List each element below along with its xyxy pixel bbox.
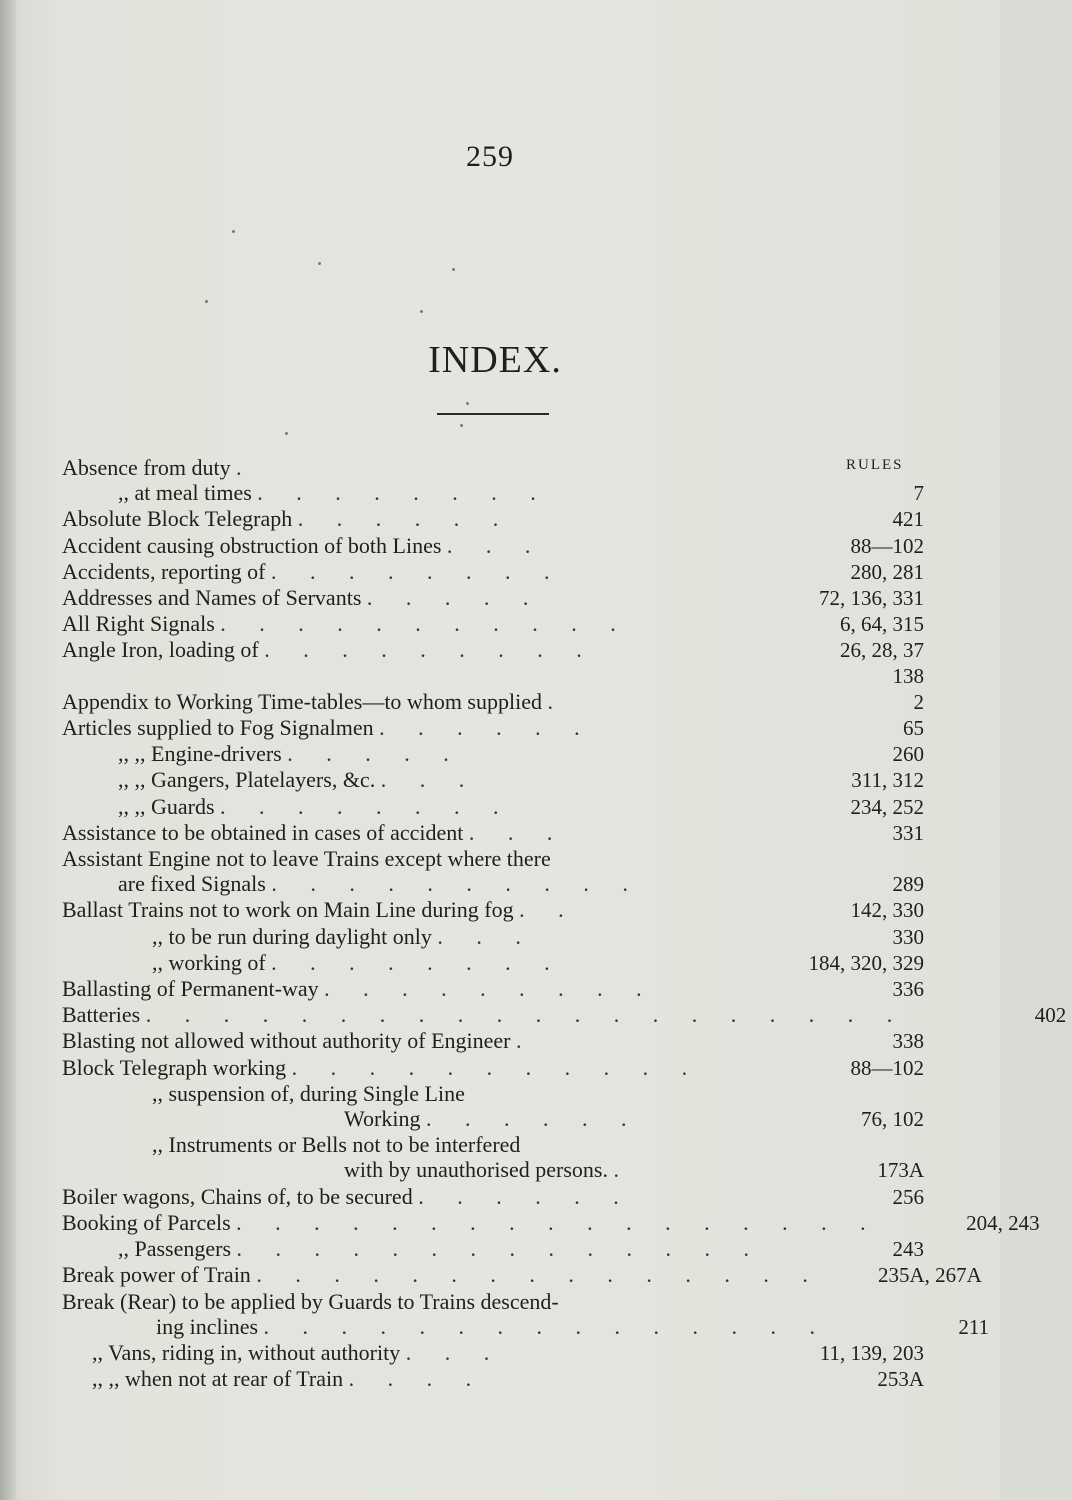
index-entry: [62, 846, 930, 871]
index-entry: ,, Vans, riding in, without authority . . . 11, 139, 203: [62, 1340, 930, 1366]
index-entry: Blasting not allowed without authority of Engineer . 338: [62, 1028, 930, 1054]
entry-rules: 184, 320, 329: [808, 950, 924, 975]
entry-text: Ballasting of Permanent-way: [62, 976, 319, 1002]
index-entry: Ballast Trains not to work on Main Line during fog . . 142, 330: [62, 897, 930, 923]
entry-rules: 142, 330: [850, 898, 924, 923]
entry-text: ,, ,, Guards: [118, 793, 215, 819]
entry-rules: 338: [892, 1029, 924, 1054]
index-entry: Ballasting of Permanent-way . . . . . . . . . 336: [62, 976, 930, 1002]
index-entry: ,, working of . . . . . . . . 184, 320, 329: [62, 950, 930, 976]
entry-text: Absolute Block Telegraph: [62, 506, 293, 532]
entry-rules: 88—102: [850, 1055, 924, 1080]
index-entry: ,, ,, Gangers, Platelayers, &c. . . . 311, 312: [62, 767, 930, 793]
entry-rules: 211: [958, 1314, 990, 1339]
entry-text: are fixed Signals: [118, 871, 266, 897]
index-entry: ,, to be run during daylight only . . . 330: [62, 924, 930, 950]
index-entry: Working . . . . . . 76, 102: [62, 1106, 930, 1132]
entry-text: Accident causing obstruction of both Lines: [62, 532, 442, 558]
entry-text: Angle Iron, loading of: [62, 637, 259, 663]
index-entry: [62, 1081, 930, 1106]
entry-rules: 26, 28, 37: [840, 638, 924, 663]
entry-text: Break power of Train: [62, 1262, 251, 1288]
entry-rules: 2: [913, 689, 924, 714]
entry-text: All Right Signals: [62, 611, 215, 637]
paper-speck: [452, 268, 455, 271]
index-entry: ing inclines . . . . . . . . . . . . . . . 211: [62, 1314, 930, 1340]
paper-speck: [420, 310, 423, 313]
entry-rules: 65: [903, 716, 924, 741]
entry-rules: 331: [892, 820, 924, 845]
page-number: 259: [466, 140, 514, 173]
entry-text: ,, working of: [152, 949, 266, 975]
entry-rules: 289: [892, 872, 924, 897]
entry-text: ,, ,, Gangers, Platelayers, &c.: [118, 767, 376, 793]
entry-text: Batteries: [62, 1002, 141, 1028]
paper-speck: [318, 262, 321, 265]
entry-rules: 280, 281: [850, 559, 924, 584]
entry-text: ,, to be run during daylight only: [152, 923, 432, 949]
entry-rules: 173A: [877, 1158, 924, 1183]
paper-speck: [232, 230, 235, 233]
index-entry: [62, 1132, 930, 1157]
entry-rules: 260: [892, 742, 924, 767]
entry-text: ,, at meal times: [118, 480, 252, 506]
entry-text: Boiler wagons, Chains of, to be secured: [62, 1183, 413, 1209]
index-list: [62, 455, 1067, 1392]
entry-text: Ballast Trains not to work on Main Line during fog: [62, 897, 514, 923]
index-entry: ,, ,, Engine-drivers . . . . . 260: [62, 741, 930, 767]
entry-rules: 336: [892, 977, 924, 1002]
entry-rules: 243: [892, 1237, 924, 1262]
entry-text: Addresses and Names of Servants: [62, 585, 362, 611]
entry-rules: 256: [892, 1184, 924, 1209]
entry-rules: 330: [892, 924, 924, 949]
index-entry: Articles supplied to Fog Signalmen . . . . . . 65: [62, 715, 930, 741]
entry-text: Break (Rear) to be applied by Guards to Trains descend-: [62, 1288, 559, 1314]
entry-text: ,, Vans, riding in, without authority: [92, 1339, 401, 1365]
entry-text: Blasting not allowed without authority of Engineer: [62, 1028, 511, 1054]
index-entry: [62, 664, 930, 689]
entry-text: ,, suspension of, during Single Line: [152, 1080, 465, 1106]
page-gutter: [0, 0, 16, 1500]
entry-text: Assistant Engine not to leave Trains except where there: [62, 846, 551, 872]
index-entry: are fixed Signals . . . . . . . . . . 289: [62, 871, 930, 897]
index-entry: with by unauthorised persons. . 173A: [62, 1157, 930, 1183]
index-entry: ,, ,, when not at rear of Train . . . . 253A: [62, 1366, 930, 1392]
entry-rules: 234, 252: [850, 794, 924, 819]
entry-text: Working: [344, 1106, 421, 1132]
index-entry: Absolute Block Telegraph . . . . . . 421: [62, 506, 930, 532]
entry-text: Absence from duty: [62, 455, 231, 480]
entry-rules: 88—102: [850, 533, 924, 558]
index-entry: Absence from duty .: [62, 455, 256, 480]
paper-speck: [205, 300, 208, 303]
entry-rules: 72, 136, 331: [819, 586, 924, 611]
entry-text: ,, Instruments or Bells not to be interfered: [152, 1132, 521, 1158]
entry-rules: 311, 312: [851, 768, 924, 793]
entry-rules: 204, 243: [966, 1210, 1040, 1235]
entry-rules: 6, 64, 315: [840, 612, 924, 637]
index-entry: Accident causing obstruction of both Lines . . . 88—102: [62, 533, 930, 559]
entry-text: Accidents, reporting of: [62, 558, 266, 584]
title-rule: [437, 413, 549, 415]
index-entry: ,, ,, Guards . . . . . . . . 234, 252: [62, 794, 930, 820]
entry-text: Block Telegraph working: [62, 1054, 287, 1080]
index-title: INDEX.: [428, 339, 562, 381]
entry-rules: 138: [892, 663, 924, 688]
entry-text: Articles supplied to Fog Signalmen: [62, 715, 374, 741]
entry-text: Appendix to Working Time-tables—to whom supplied: [62, 688, 542, 714]
index-entry: Assistance to be obtained in cases of accident . . . 331: [62, 820, 930, 846]
entry-rules: 76, 102: [861, 1107, 924, 1132]
entry-rules: 7: [913, 481, 924, 506]
index-entry: Appendix to Working Time-tables—to whom supplied . 2: [62, 689, 930, 715]
entry-text: with by unauthorised persons.: [344, 1157, 608, 1183]
entry-text: ing inclines: [156, 1313, 259, 1339]
entry-rules: 235A, 267A: [877, 1263, 982, 1288]
index-entry: ,, at meal times . . . . . . . . 7: [62, 480, 930, 506]
index-entry: Boiler wagons, Chains of, to be secured . . . . . . 256: [62, 1184, 930, 1210]
entry-rules: 253A: [877, 1367, 924, 1392]
index-entry: Booking of Parcels . . . . . . . . . . . . . . . . . 204, 243: [62, 1210, 930, 1236]
entry-text: ,, ,, Engine-drivers: [118, 741, 282, 767]
entry-rules: 421: [892, 507, 924, 532]
index-entry: Block Telegraph working . . . . . . . . . . . 88—102: [62, 1055, 930, 1081]
paper-speck: [460, 424, 463, 427]
index-entry: Addresses and Names of Servants . . . . . 72, 136, 331: [62, 585, 930, 611]
paper-speck: [285, 432, 288, 435]
index-entry: Break power of Train . . . . . . . . . . . . . . . 235A, 267A: [62, 1262, 930, 1288]
rules-column-header: RULES: [846, 457, 904, 473]
entry-rules: 402: [1034, 1003, 1067, 1028]
index-entry: Accidents, reporting of . . . . . . . . 280, 281: [62, 559, 930, 585]
entry-rules: 11, 139, 203: [819, 1340, 924, 1365]
index-entry: Batteries . . . . . . . . . . . . . . . . . . . . 402: [62, 1002, 930, 1028]
index-entry: [62, 1289, 930, 1314]
index-entry: Angle Iron, loading of . . . . . . . . . 26, 28, 37: [62, 637, 930, 663]
entry-text: Assistance to be obtained in cases of accident: [62, 819, 464, 845]
entry-text: ,, Passengers: [118, 1236, 232, 1262]
paper-speck: [466, 402, 469, 405]
entry-text: Booking of Parcels: [62, 1209, 231, 1235]
index-entry: All Right Signals . . . . . . . . . . . 6, 64, 315: [62, 611, 930, 637]
index-entry: ,, Passengers . . . . . . . . . . . . . . 243: [62, 1236, 930, 1262]
entry-text: ,, ,, when not at rear of Train: [92, 1366, 344, 1392]
